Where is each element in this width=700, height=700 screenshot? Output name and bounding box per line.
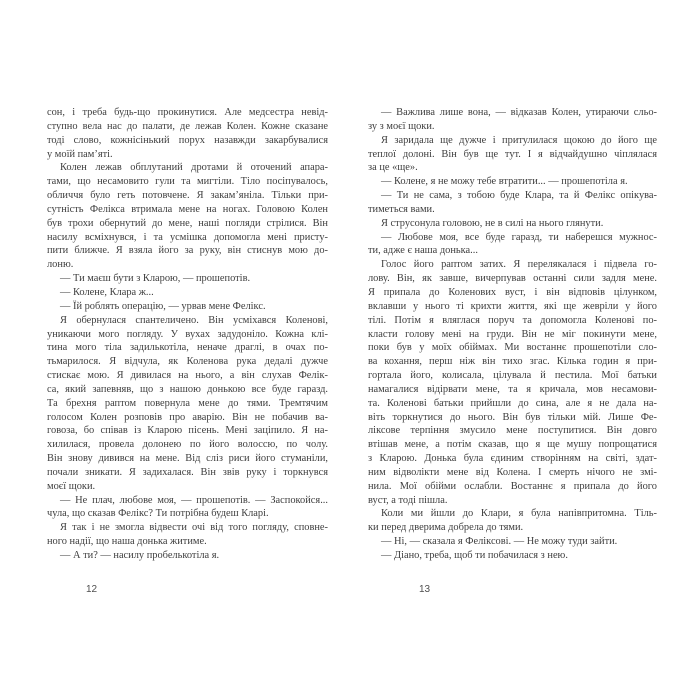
text-line: моєї щоки. [47,480,96,492]
paragraph [47,494,328,522]
paragraph [368,175,657,189]
text-line: ліксове терпіння змусило мене поступитися. Він довго [368,425,657,437]
paragraph [47,314,328,494]
text-line: — Ти маєш бути з Кларою, — прошепотів. [60,273,251,285]
text-line: Я обернулася спантеличено. Він усміхався Коленові, [60,314,328,326]
text-line: — Ні, — сказала я Феліксові. — Не можу туди зайти. [381,536,618,548]
text-line: вуст, а тоді пішла. [368,494,448,506]
text-line: та. Коленові батьки прийшли до сина, але я не дала на- [368,397,657,409]
text-line: почали зникати. Я задихалася. Він звів руку і торкнувся [47,466,328,478]
text-line: гортала його, колисала, цілувала й пестила. Мої батьки [368,370,657,382]
right-page-text-column [368,106,657,563]
text-line: ва кохання, перш ніж він тихо згас. Кілька годин я при- [368,356,657,368]
paragraph [368,549,657,563]
text-line: тиметься вами. [368,203,435,215]
text-line: стискає мою. Я дивилася на нього, а він слухав Фелік- [47,370,328,382]
text-line: Я струсонула головою, не в силі на нього глянути. [381,217,604,229]
left-page-number: 12 [86,584,98,595]
text-line: тами, що несамовито гули та мигтіли. Тіло посіпувалось, [47,176,328,188]
text-line: — Ти не сама, з тобою буде Клара, та й Фелікс опікува- [381,190,657,202]
text-line: — А ти? — насилу пробелькотіла я. [60,550,220,561]
text-line: хилилася, провела долонею по його волоссю, по чолу. [47,439,328,451]
text-line: класти голову мені на груди. Він не міг покинути мене, [368,328,657,340]
paragraph [368,258,657,507]
text-line: у моїй пам’яті. [47,148,113,160]
text-line: — Діано, треба, щоб ти побачилася з нею. [381,550,568,561]
text-line: сутність Фелікса втримала мене на ногах. Головою Колен [47,203,328,215]
text-line: Коли ми йшли до Клари, я була напівпритомна. Тіль- [381,508,657,520]
paragraph [368,189,657,217]
text-line: був трохи обернутий до мене, наші погляди стрілися. Він [47,217,328,229]
text-line: Я так і не змогла відвести очі від того погляду, сповне- [60,522,328,534]
left-page-text-column [47,106,328,563]
text-line: Я заридала ще дужче і притулилася щокою до його ще [381,134,657,146]
text-line: — Не плач, любове моя, — прошепотів. — Заспокойся... [60,494,328,506]
text-line: Голос його раптом затих. Я перелякалася і підвела го- [381,259,657,271]
text-line: з Кларою. Донька була єдиним створінням на світі, здат- [368,453,657,465]
text-line: насилу всміхнувся, і та усмішка допомогла мені присту- [47,231,328,243]
text-line: обличчя було геть потовчене. Я закам’яніла. Тільки при- [47,190,328,202]
text-line: ки перед дверима добрела до тями. [368,522,524,534]
text-line: ступно вела нас до палати, де лежав Колен. Кожне сказане [47,120,328,132]
text-line: уникаючи мого погляду. У вухах задудоніло. Кожна клі- [47,328,328,340]
text-line: вклавши у нього ті крихти життя, які ще жевріли у його [368,300,657,312]
text-line: чула, що сказав Фелікс? Ти потрібна будеш Кларі. [47,508,269,520]
text-line: зу з моєї щоки. [368,120,435,132]
paragraph [368,507,657,535]
text-line: тоді слово, кожнісінький порух назавжди закарбувалися [47,134,328,146]
paragraph [368,231,657,259]
text-line: говоза, бо співав із Кларою пісень. Мені заціпило. Я на- [47,425,328,437]
text-line: віть торкнутися до нього. Він був тільки мій. Лише Фе- [368,411,657,423]
text-line: — Важлива лише вона, — відказав Колен, утираючи сльо- [381,107,657,118]
paragraph [47,549,328,563]
text-line: Колен лежав обплутаний дротами й оточений апара- [60,162,328,174]
text-line: намагалися відірвати мене, та я кричала, мов несамови- [368,383,657,395]
text-line: — Любове моя, все буде гаразд, ти наберешся мужнос- [381,231,657,243]
text-line: нила. Мої обійми ослабли. Востаннє я припала до його [368,480,657,492]
text-line: — Колене, Клара ж... [60,286,154,298]
text-line: са, який запевняв, що з нашою донькою все буде гаразд. [47,383,328,395]
paragraph [47,106,328,161]
text-line: тьмарилося. Я відчула, як Коленова рука дедалі дужче [47,356,328,368]
text-line: — Колене, я не можу тебе втратити... — прошепотіла я. [381,176,628,188]
text-line: ного надії, що наша донька житиме. [47,536,207,548]
paragraph [47,272,328,286]
text-line: пити ближче. Я взяла його за руку, він стиснув мою до- [47,245,328,257]
text-line: поки був у моїх обіймах. Ми востаннє прошепотіли сло- [368,342,657,354]
paragraph [368,106,657,134]
text-line: за це «ще». [368,162,418,174]
text-line: ним відволікти мене від Колена. І смерть нічого не змі- [368,466,657,478]
text-line: голосом Колен розповів про аварію. Він не побачив ва- [47,411,328,423]
text-line: лоню. [47,259,74,271]
paragraph [47,286,328,300]
text-line: втішав мене, а потім сказав, що я ще мушу попрощатися [368,439,657,451]
text-line: лову. Він, як завше, вичерпував останні сили задля мене. [368,273,657,285]
text-line: теплої долоні. Він був ще тут. І я відчайдушно чіплялася [368,148,657,160]
paragraph [368,535,657,549]
text-line: Та брехня раптом повернула мене до тями. Тремтячим [47,397,328,409]
paragraph [47,161,328,272]
right-page-number: 13 [419,584,431,595]
text-line: Він знову дивився на мене. Від сліз риси його стуманіли, [47,453,328,465]
paragraph [47,300,328,314]
text-line: тина мого тіла задилькотіла, неначе драглі, в очах по- [47,342,328,354]
text-line: Я припала до Коленових вуст, і він відповів цілунком, [368,286,657,298]
text-line: тілі. Потім я вляглася поруч та допомогла Коленові по- [368,314,657,326]
paragraph [47,521,328,549]
paragraph [368,134,657,176]
text-line: сон, і треба будь-що прокинутися. Але медсестра невід- [47,107,328,118]
text-line: ти, адже є наша донька... [368,245,478,257]
paragraph [368,217,657,231]
text-line: — Їй роблять операцію, — урвав мене Фелікс. [60,300,266,312]
